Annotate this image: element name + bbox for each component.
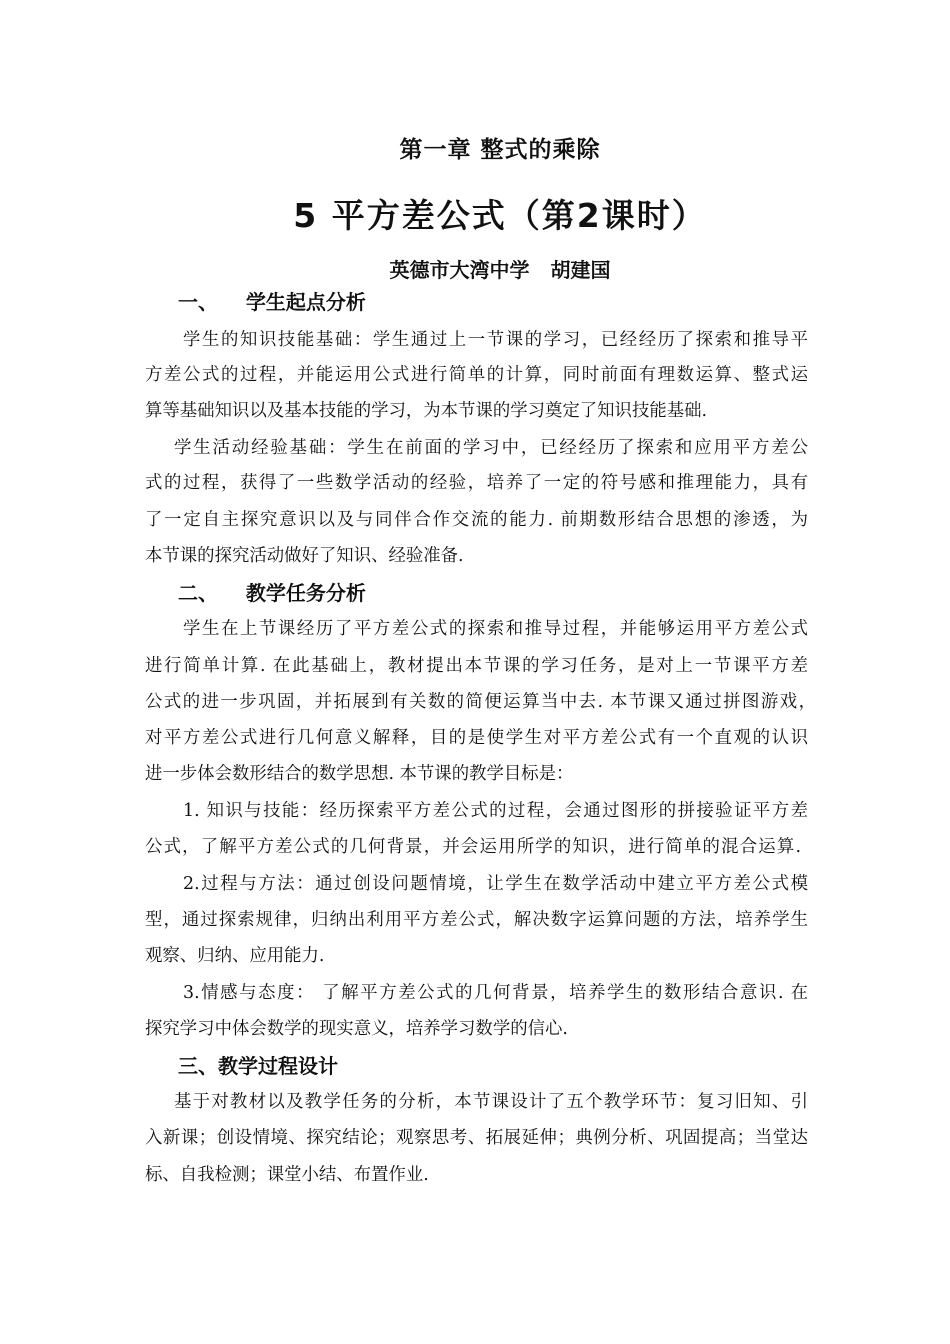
section-heading-3: 三、教学过程设计 [178, 1054, 338, 1078]
paragraph-line: 学生的知识技能基础：学生通过上一节课的学习，已经经历了探索和推导平 [183, 330, 808, 350]
paragraph-line: 算等基础知识以及基本技能的学习，为本节课的学习奠定了知识技能基础. [145, 401, 708, 421]
goal-line: 观察、归纳、应用能力. [145, 946, 325, 966]
paragraph-line: 本节课的探究活动做好了知识、经验准备. [145, 546, 464, 566]
paragraph-line: 学生活动经验基础：学生在前面的学习中，已经经历了探索和应用平方差公 [174, 438, 808, 458]
paragraph-line: 学生在上节课经历了平方差公式的探索和推导过程，并能够运用平方差公式 [183, 619, 808, 639]
goal-line: 公式，了解平方差公式的几何背景，并会运用所学的知识，进行简单的混合运算. [145, 837, 801, 857]
paragraph-line: 入新课；创设情境、探究结论；观察思考、拓展延伸；典例分析、巩固提高；当堂达 [145, 1128, 808, 1148]
goal-line: 2.过程与方法：通过创设问题情境，让学生在数学活动中建立平方差公式模 [183, 874, 808, 894]
paragraph-line: 方差公式的过程，并能运用公式进行简单的计算，同时前面有理数运算、整式运 [145, 365, 808, 385]
author-line: 英德市大湾中学 胡建国 [389, 258, 611, 282]
paragraph-line: 公式的进一步巩固，并拓展到有关数的简便运算当中去. 本节课又通过拼图游戏， [145, 692, 816, 712]
goal-line: 型，通过探索规律，归纳出利用平方差公式，解决数字运算问题的方法，培养学生 [145, 910, 808, 930]
goal-line: 1. 知识与技能：经历探索平方差公式的过程，会通过图形的拼接验证平方差 [183, 801, 808, 821]
goal-line: 探究学习中体会数学的现实意义，培养学习数学的信心. [145, 1019, 568, 1039]
section-heading-2: 二、 教学任务分析 [178, 581, 366, 605]
goal-line: 3.情感与态度： 了解平方差公式的几何背景，培养学生的数形结合意识. 在 [183, 983, 808, 1003]
paragraph-line: 标、自我检测；课堂小结、布置作业. [145, 1165, 429, 1185]
paragraph-line: 基于对教材以及教学任务的分析，本节课设计了五个教学环节：复习旧知、引 [174, 1092, 808, 1112]
paragraph-line: 了一定自主探究意识以及与同伴合作交流的能力. 前期数形结合思想的渗透，为 [145, 510, 808, 530]
paragraph-line: 进行简单计算. 在此基础上，教材提出本节课的学习任务，是对上一节课平方差 [145, 656, 808, 676]
section-heading-1: 一、 学生起点分析 [178, 290, 366, 314]
paragraph-line: 进一步体会数形结合的数学思想. 本节课的教学目标是： [145, 764, 574, 784]
chapter-title: 第一章 整式的乘除 [399, 137, 601, 163]
paragraph-line: 对平方差公式进行几何意义解释，目的是使学生对平方差公式有一个直观的认识 [145, 728, 808, 748]
lesson-title: 5 平方差公式（第2课时） [293, 196, 707, 235]
paragraph-line: 式的过程，获得了一些数学活动的经验，培养了一定的符号感和推理能力，具有 [145, 473, 808, 493]
